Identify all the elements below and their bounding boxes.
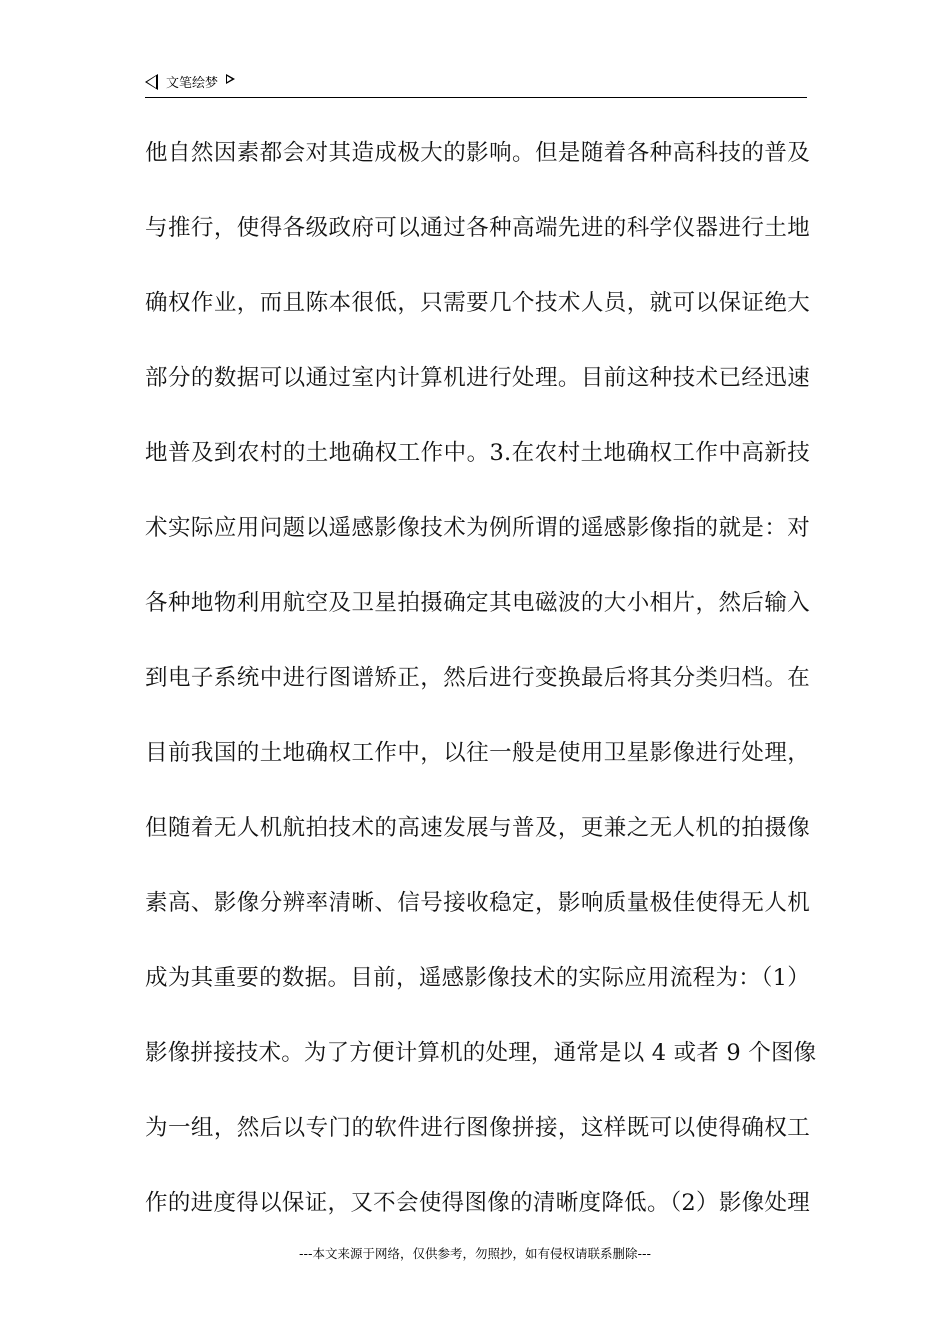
- body-line: 素高、影像分辨率清晰、信号接收稳定，影响质量极佳使得无人机: [145, 890, 810, 916]
- page-header: [145, 70, 807, 98]
- body-line: 但随着无人机航拍技术的高速发展与普及，更兼之无人机的拍摄像: [145, 815, 810, 841]
- body-line: 为一组，然后以专门的软件进行图像拼接，这样既可以使得确权工: [145, 1115, 810, 1141]
- triangle-right-icon: [226, 74, 235, 84]
- body-line: 术实际应用问题以遥感影像技术为例所谓的遥感影像指的就是：对: [145, 515, 810, 541]
- body-line: 部分的数据可以通过室内计算机进行处理。目前这种技术已经迅速: [145, 365, 810, 391]
- header-brand: [145, 72, 235, 91]
- body-line: 成为其重要的数据。目前，遥感影像技术的实际应用流程为：（1）: [145, 965, 810, 991]
- header-title: 文笔绘梦: [166, 76, 219, 91]
- document-body: [145, 124, 817, 1249]
- body-line: 到电子系统中进行图谱矫正，然后进行变换最后将其分类归档。在: [145, 665, 810, 691]
- footer-notice: ---本文来源于网络，仅供参考，勿照抄，如有侵权请联系删除---: [298, 1246, 652, 1261]
- body-line: 各种地物利用航空及卫星拍摄确定其电磁波的大小相片，然后输入: [145, 590, 810, 616]
- body-line: 确权作业，而且陈本很低，只需要几个技术人员，就可以保证绝大: [145, 290, 810, 316]
- body-line: 影像拼接技术。为了方便计算机的处理，通常是以 4 或者 9 个图像: [145, 1040, 817, 1066]
- body-line: 地普及到农村的土地确权工作中。3.在农村土地确权工作中高新技: [145, 440, 810, 466]
- body-line: 作的进度得以保证，又不会使得图像的清晰度降低。（2）影像处理: [145, 1190, 810, 1216]
- triangle-left-icon: [145, 74, 158, 90]
- body-line: 他自然因素都会对其造成极大的影响。但是随着各种高科技的普及: [145, 140, 810, 166]
- body-line: 与推行，使得各级政府可以通过各种高端先进的科学仪器进行土地: [145, 215, 810, 241]
- body-line: 目前我国的土地确权工作中，以往一般是使用卫星影像进行处理，: [145, 740, 810, 766]
